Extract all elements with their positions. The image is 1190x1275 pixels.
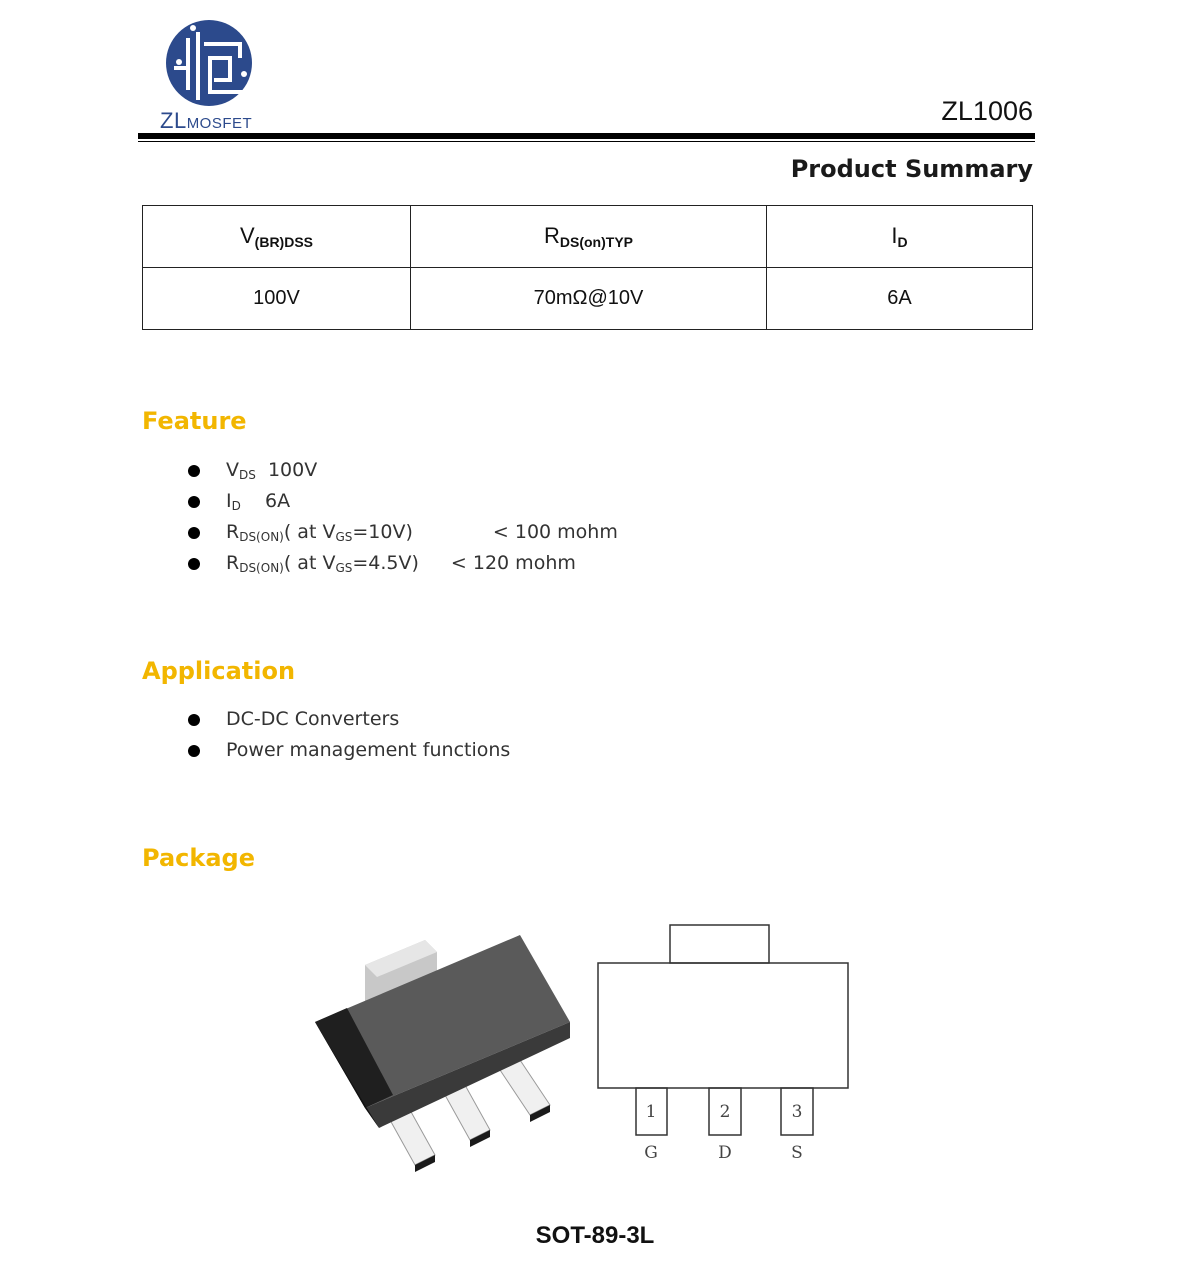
- feature-title: Feature: [142, 407, 247, 435]
- pin-2-number: 2: [719, 1102, 731, 1122]
- list-item: $I_D$ 6A: [186, 486, 618, 517]
- logo-wordmark-big: ZL: [160, 108, 187, 133]
- header-rule-thin: [138, 141, 1035, 142]
- header-rdson: $R_{DS(on)TYP}$: [411, 206, 767, 268]
- value-rdson: 70mΩ@10V: [411, 268, 767, 330]
- application-list: [186, 704, 510, 766]
- header-vbrdss: $V_{(BR)DSS}$: [143, 206, 411, 268]
- bullet-icon: [188, 465, 200, 477]
- package-title: Package: [142, 844, 255, 872]
- product-summary-table: [142, 205, 1033, 330]
- pin-1-number: 1: [645, 1102, 657, 1122]
- bullet-icon: [188, 496, 200, 508]
- sot89-outline-drawing: [595, 920, 855, 1170]
- sot89-3d-render: [305, 930, 575, 1175]
- package-name: SOT-89-3L: [535, 1222, 655, 1249]
- pin-2-label: D: [718, 1143, 732, 1163]
- list-item: $R_{DS(ON)}$( at $V_{GS}=10V) < 100$ mohm: [186, 517, 618, 548]
- bullet-icon: [188, 745, 200, 757]
- bullet-icon: [188, 714, 200, 726]
- value-id: 6A: [767, 268, 1033, 330]
- product-summary-title: Product Summary: [790, 155, 1033, 183]
- list-item: Power management functions: [186, 735, 510, 766]
- list-item: $R_{DS(ON)}$( at $V_{GS}=4.5V) < 120$ mohm: [186, 548, 618, 579]
- list-item: DC-DC Converters: [186, 704, 510, 735]
- pin-1-label: G: [644, 1143, 658, 1163]
- pin-3-number: 3: [791, 1102, 803, 1122]
- header-rule-thick: [138, 133, 1035, 139]
- application-title: Application: [142, 657, 296, 685]
- list-item: $V_{DS}$ 100V: [186, 455, 618, 486]
- header-id: $I_D$: [767, 206, 1033, 268]
- logo-wordmark-small: MOSFET: [186, 115, 253, 132]
- value-vbrdss: 100V: [143, 268, 411, 330]
- table-header-row: [143, 206, 1033, 268]
- pin-3-label: S: [791, 1143, 803, 1163]
- part-number: ZL1006: [941, 96, 1033, 126]
- feature-list: [186, 455, 618, 579]
- bullet-icon: [188, 558, 200, 570]
- bullet-icon: [188, 527, 200, 539]
- logo-wordmark: [160, 108, 252, 134]
- table-row: [143, 268, 1033, 330]
